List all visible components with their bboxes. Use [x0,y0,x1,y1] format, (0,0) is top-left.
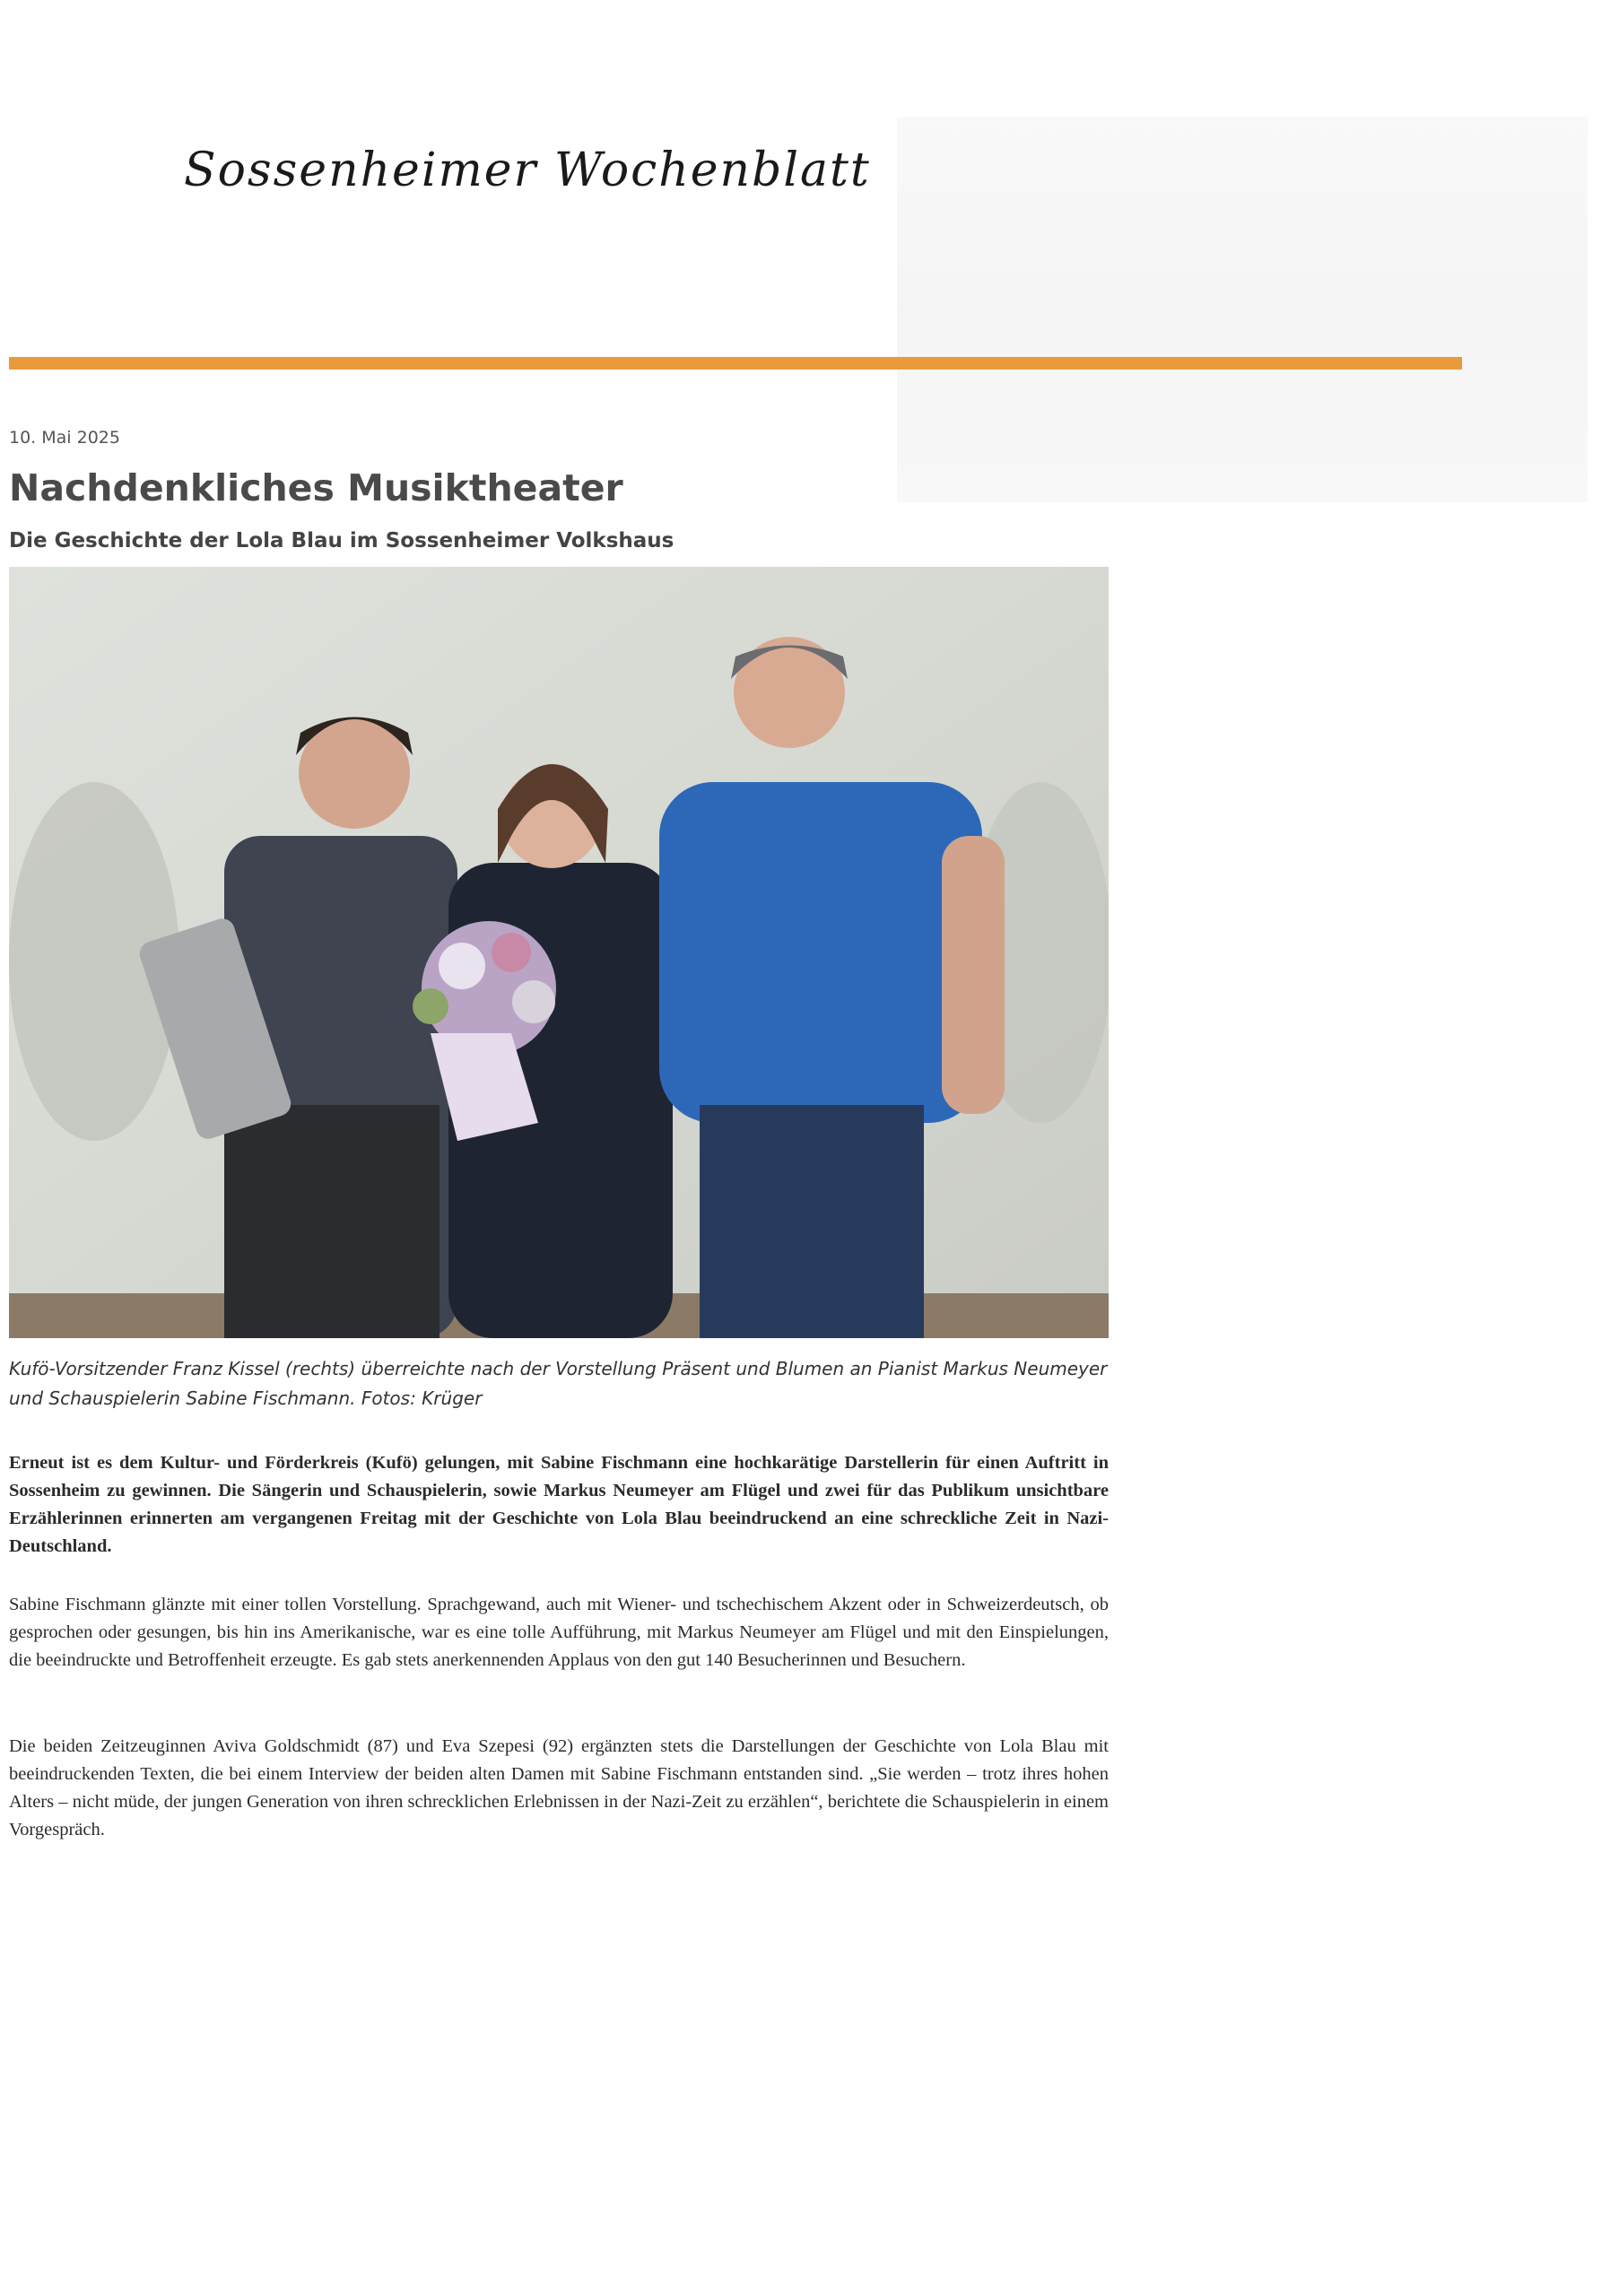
article-date: 10. Mai 2025 [9,428,120,448]
article-photo [9,567,1109,1338]
article-subheadline: Die Geschichte der Lola Blau im Sossenheimer Volkshaus [9,529,675,552]
article-paragraph: Die beiden Zeitzeuginnen Aviva Goldschmidt (87) und Eva Szepesi (92) ergänzten stets die Darstellungen der Geschichte von Lola Blau mit beeindruckenden Texten, die bei einem Interview der beiden alten Damen mit Sabine Fischmann entstanden sind. „Sie werden – trotz ihres hohen Alters – nicht müde, der jungen Generation von ihren schrecklichen Erlebnissen in der Nazi-Zeit zu erzählen“, berichtete die Schauspielerin in einem Vorgespräch. [9,1736,1109,1839]
handwritten-masthead: Sossenheimer Wochenblatt [184,144,871,197]
accent-rule [9,357,1462,370]
photo-illustration [9,567,1109,1338]
article-paragraph: Sabine Fischmann glänzte mit einer tollen Vorstellung. Sprachgewand, auch mit Wiener- und tschechischem Akzent oder in Schweizerdeutsch, ob gesprochen oder gesungen, bis hin ins Amerikanische, war es eine tolle Aufführung, mit Markus Neumeyer am Flügel und mit den Einspielungen, die beeindruckte und Betroffenheit erzeugte. Es gab stets anerkennenden Applaus von den gut 140 Besucherinnen und Besuchern. [9,1595,1109,1670]
photo-caption: Kufö-Vorsitzender Franz Kissel (rechts) überreichte nach der Vorstellung Präsent und Blumen an Pianist Markus Neumeyer und Schauspielerin Sabine Fischmann. Fotos: Krüger [9,1358,1108,1409]
bleed-through-image [897,117,1588,502]
article-lead: Erneut ist es dem Kultur- und Förderkreis (Kufö) gelungen, mit Sabine Fischmann eine hochkarätige Darstellerin für einen Auftritt in Sossenheim zu gewinnen. Die Sängerin und Schauspielerin, sowie Markus Neumeyer am Flügel und zwei für das Publikum unsichtbare Erzählerinnen erinnerten am vergangenen Freitag mit der Geschichte von Lola Blau beeindruckend an eine schreckliche Zeit in Nazi-Deutschland. [9,1453,1109,1556]
article-headline: Nachdenkliches Musiktheater [9,466,623,509]
